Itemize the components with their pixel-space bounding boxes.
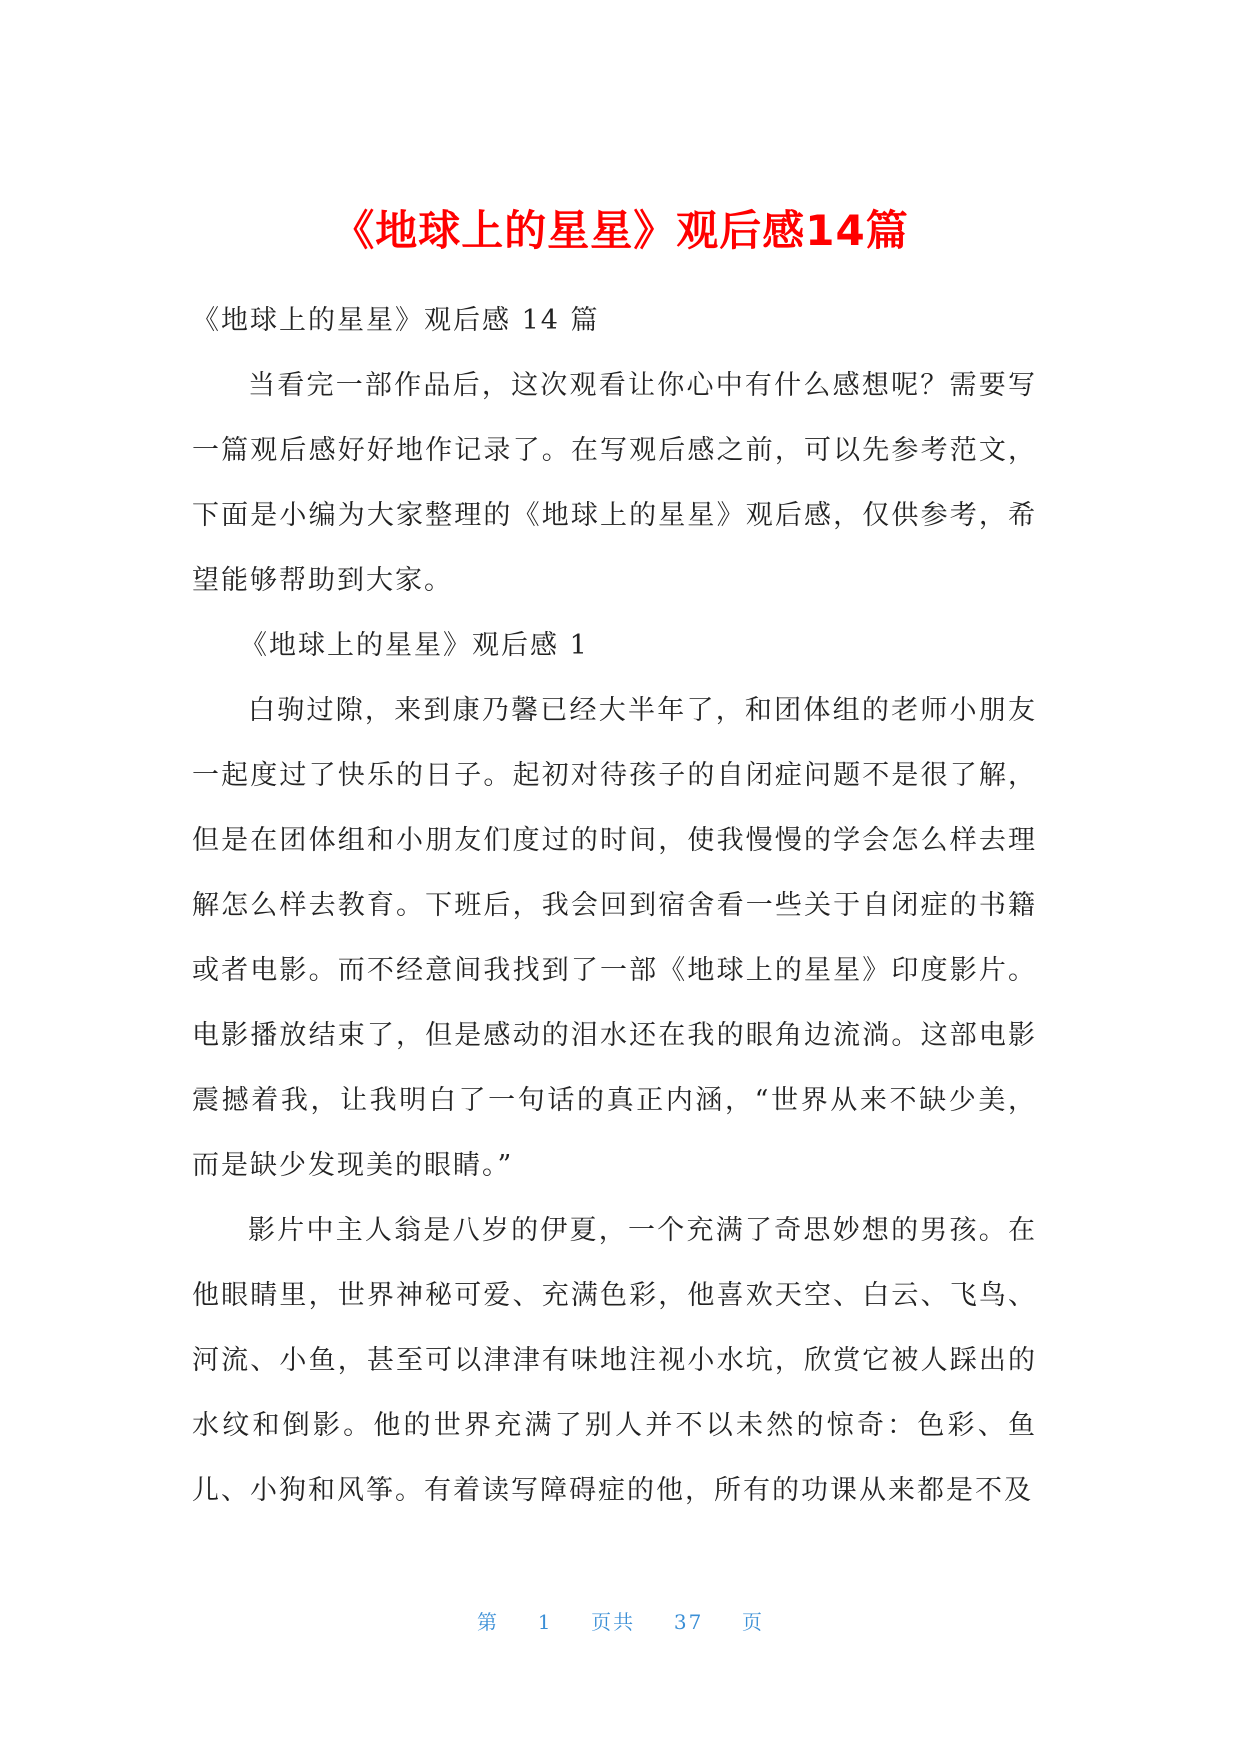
section-heading: 《地球上的星星》观后感 1 bbox=[240, 630, 589, 661]
footer-prefix: 第 bbox=[476, 1610, 499, 1634]
page-footer bbox=[0, 1606, 1241, 1635]
document-body bbox=[192, 288, 1037, 1523]
intro-paragraph: 当看完一部作品后，这次观看让你心中有什么感想呢？需要写一篇观后感好好地作记录了。在写观后感之前，可以先参考范文，下面是小编为大家整理的《地球上的星星》观后感，仅供参考，希望能够帮助到大家。 bbox=[192, 370, 1037, 596]
footer-current-page: 1 bbox=[537, 1610, 553, 1634]
document-title: 《地球上的星星》观后感14篇 bbox=[332, 206, 909, 255]
body-paragraph-1: 白驹过隙，来到康乃馨已经大半年了，和团体组的老师小朋友一起度过了快乐的日子。起初对待孩子的自闭症问题不是很了解，但是在团体组和小朋友们度过的时间，使我慢慢的学会怎么样去理解怎么样去教育。下班后，我会回到宿舍看一些关于自闭症的书籍或者电影。而不经意间我找到了一部《地球上的星星》印度影片。电影播放结束了，但是感动的泪水还在我的眼角边流淌。这部电影震撼着我，让我明白了一句话的真正内涵，“世界从来不缺少美，而是缺少发现美的眼睛。” bbox=[192, 695, 1037, 1181]
footer-middle: 页共 bbox=[591, 1610, 636, 1634]
footer-suffix: 页 bbox=[742, 1610, 765, 1634]
document-subtitle: 《地球上的星星》观后感 14 篇 bbox=[192, 305, 600, 336]
footer-total-pages: 37 bbox=[673, 1610, 704, 1634]
body-paragraph-2: 影片中主人翁是八岁的伊夏，一个充满了奇思妙想的男孩。在他眼睛里，世界神秘可爱、充满色彩，他喜欢天空、白云、飞鸟、河流、小鱼，甚至可以津津有味地注视小水坑，欣赏它被人踩出的水纹和倒影。他的世界充满了别人并不以未然的惊奇：色彩、鱼儿、小狗和风筝。有着读写障碍症的他，所有的功课从来都是不及 bbox=[192, 1215, 1037, 1506]
